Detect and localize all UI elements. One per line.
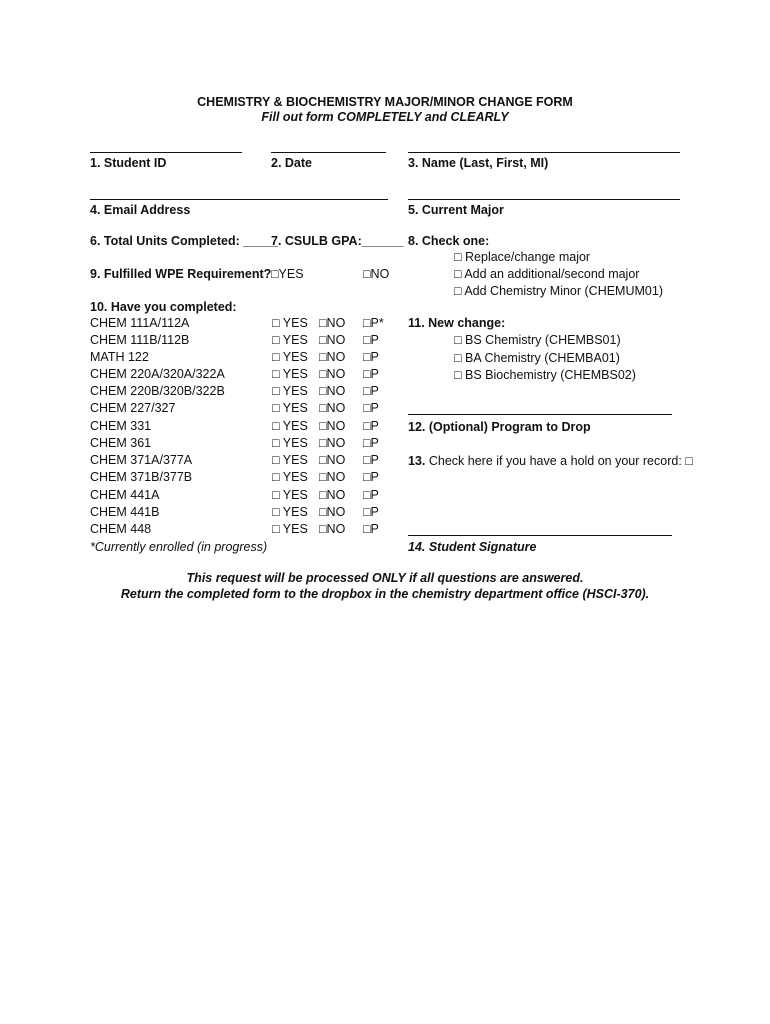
current-major-label: 5. Current Major <box>408 203 504 217</box>
replace-major-option[interactable]: □ Replace/change major <box>454 250 591 264</box>
check-one-label: 8. Check one: <box>408 234 490 248</box>
course-row <box>90 333 400 350</box>
total-units-label[interactable]: 6. Total Units Completed: _____ <box>90 234 279 248</box>
course-name: CHEM 371B/377B <box>90 470 193 484</box>
yes-checkbox[interactable]: □ YES <box>272 419 308 433</box>
no-checkbox[interactable]: □NO <box>319 367 346 381</box>
date-label: 2. Date <box>271 156 312 170</box>
course-row <box>90 488 400 505</box>
yes-checkbox[interactable]: □ YES <box>272 384 308 398</box>
course-name: MATH 122 <box>90 350 149 364</box>
in-progress-checkbox[interactable]: □P <box>363 505 379 519</box>
in-progress-note: *Currently enrolled (in progress) <box>90 540 268 554</box>
bs-biochemistry-option[interactable]: □ BS Biochemistry (CHEMBS02) <box>454 368 636 382</box>
in-progress-checkbox[interactable]: □P <box>363 419 379 433</box>
signature-field[interactable] <box>408 535 672 536</box>
course-name: CHEM 111A/112A <box>90 316 190 330</box>
no-checkbox[interactable]: □NO <box>319 316 346 330</box>
signature-label: 14. Student Signature <box>408 540 537 554</box>
wpe-yes-checkbox[interactable]: □YES <box>271 267 304 281</box>
yes-checkbox[interactable]: □ YES <box>272 333 308 347</box>
in-progress-checkbox[interactable]: □P <box>363 384 379 398</box>
no-checkbox[interactable]: □NO <box>319 505 346 519</box>
no-checkbox[interactable]: □NO <box>319 436 346 450</box>
in-progress-checkbox[interactable]: □P <box>363 453 379 467</box>
hold-checkbox[interactable] <box>408 453 693 469</box>
yes-checkbox[interactable]: □ YES <box>272 316 308 330</box>
email-label: 4. Email Address <box>90 203 191 217</box>
course-name: CHEM 331 <box>90 419 152 433</box>
program-to-drop-field[interactable] <box>408 414 672 415</box>
no-checkbox[interactable]: □NO <box>319 384 346 398</box>
gpa-label[interactable]: 7. CSULB GPA:______ <box>271 234 404 248</box>
no-checkbox[interactable]: □NO <box>319 401 346 415</box>
in-progress-checkbox[interactable]: □P <box>363 350 379 364</box>
course-name: CHEM 227/327 <box>90 401 176 415</box>
course-row <box>90 470 400 487</box>
course-row <box>90 350 400 367</box>
form-subtitle: Fill out form COMPLETELY and CLEARLY <box>261 110 509 124</box>
wpe-label: 9. Fulfilled WPE Requirement? <box>90 267 272 281</box>
hold-number: 13. <box>408 454 426 468</box>
form-title: CHEMISTRY & BIOCHEMISTRY MAJOR/MINOR CHANGE FORM <box>197 95 573 109</box>
add-second-major-option[interactable]: □ Add an additional/second major <box>454 267 640 281</box>
course-name: CHEM 220B/320B/322B <box>90 384 225 398</box>
course-row <box>90 453 400 470</box>
course-row <box>90 436 400 453</box>
add-minor-option[interactable]: □ Add Chemistry Minor (CHEMUM01) <box>454 284 663 298</box>
yes-checkbox[interactable]: □ YES <box>272 505 308 519</box>
yes-checkbox[interactable]: □ YES <box>272 488 308 502</box>
name-field[interactable] <box>408 152 680 153</box>
email-field[interactable] <box>90 199 388 200</box>
yes-checkbox[interactable]: □ YES <box>272 401 308 415</box>
yes-checkbox[interactable]: □ YES <box>272 522 308 536</box>
wpe-no-checkbox[interactable]: □NO <box>363 267 390 281</box>
hold-label: Check here if you have a hold on your record: □ <box>425 454 693 468</box>
in-progress-checkbox[interactable]: □P <box>363 401 379 415</box>
ba-chemistry-option[interactable]: □ BA Chemistry (CHEMBA01) <box>454 351 620 365</box>
course-name: CHEM 371A/377A <box>90 453 193 467</box>
yes-checkbox[interactable]: □ YES <box>272 470 308 484</box>
in-progress-checkbox[interactable]: □P* <box>363 316 384 330</box>
course-name: CHEM 111B/112B <box>90 333 190 347</box>
student-id-label: 1. Student ID <box>90 156 167 170</box>
in-progress-checkbox[interactable]: □P <box>363 522 379 536</box>
course-row <box>90 401 400 418</box>
in-progress-checkbox[interactable]: □P <box>363 436 379 450</box>
footer-instructions: Return the completed form to the dropbox in the chemistry department office (HSCI-370). <box>120 587 650 601</box>
program-to-drop-label: 12. (Optional) Program to Drop <box>408 420 591 434</box>
course-name: CHEM 361 <box>90 436 152 450</box>
no-checkbox[interactable]: □NO <box>319 333 346 347</box>
course-row <box>90 316 400 333</box>
course-name: CHEM 441B <box>90 505 160 519</box>
no-checkbox[interactable]: □NO <box>319 522 346 536</box>
no-checkbox[interactable]: □NO <box>319 453 346 467</box>
courses-heading: 10. Have you completed: <box>90 300 237 314</box>
course-row <box>90 419 400 436</box>
footer-notice: This request will be processed ONLY if all questions are answered. <box>186 571 584 585</box>
course-row <box>90 505 400 522</box>
yes-checkbox[interactable]: □ YES <box>272 367 308 381</box>
course-name: CHEM 448 <box>90 522 152 536</box>
bs-chemistry-option[interactable]: □ BS Chemistry (CHEMBS01) <box>454 333 621 347</box>
yes-checkbox[interactable]: □ YES <box>272 453 308 467</box>
in-progress-checkbox[interactable]: □P <box>363 488 379 502</box>
course-name: CHEM 441A <box>90 488 160 502</box>
name-label: 3. Name (Last, First, MI) <box>408 156 549 170</box>
student-id-field[interactable] <box>90 152 242 153</box>
date-field[interactable] <box>271 152 386 153</box>
no-checkbox[interactable]: □NO <box>319 419 346 433</box>
yes-checkbox[interactable]: □ YES <box>272 436 308 450</box>
new-change-heading: 11. New change: <box>408 316 506 330</box>
no-checkbox[interactable]: □NO <box>319 470 346 484</box>
in-progress-checkbox[interactable]: □P <box>363 470 379 484</box>
no-checkbox[interactable]: □NO <box>319 350 346 364</box>
current-major-field[interactable] <box>408 199 680 200</box>
course-row <box>90 367 400 384</box>
course-row <box>90 522 400 539</box>
in-progress-checkbox[interactable]: □P <box>363 367 379 381</box>
course-name: CHEM 220A/320A/322A <box>90 367 225 381</box>
yes-checkbox[interactable]: □ YES <box>272 350 308 364</box>
in-progress-checkbox[interactable]: □P <box>363 333 379 347</box>
no-checkbox[interactable]: □NO <box>319 488 346 502</box>
course-row <box>90 384 400 401</box>
